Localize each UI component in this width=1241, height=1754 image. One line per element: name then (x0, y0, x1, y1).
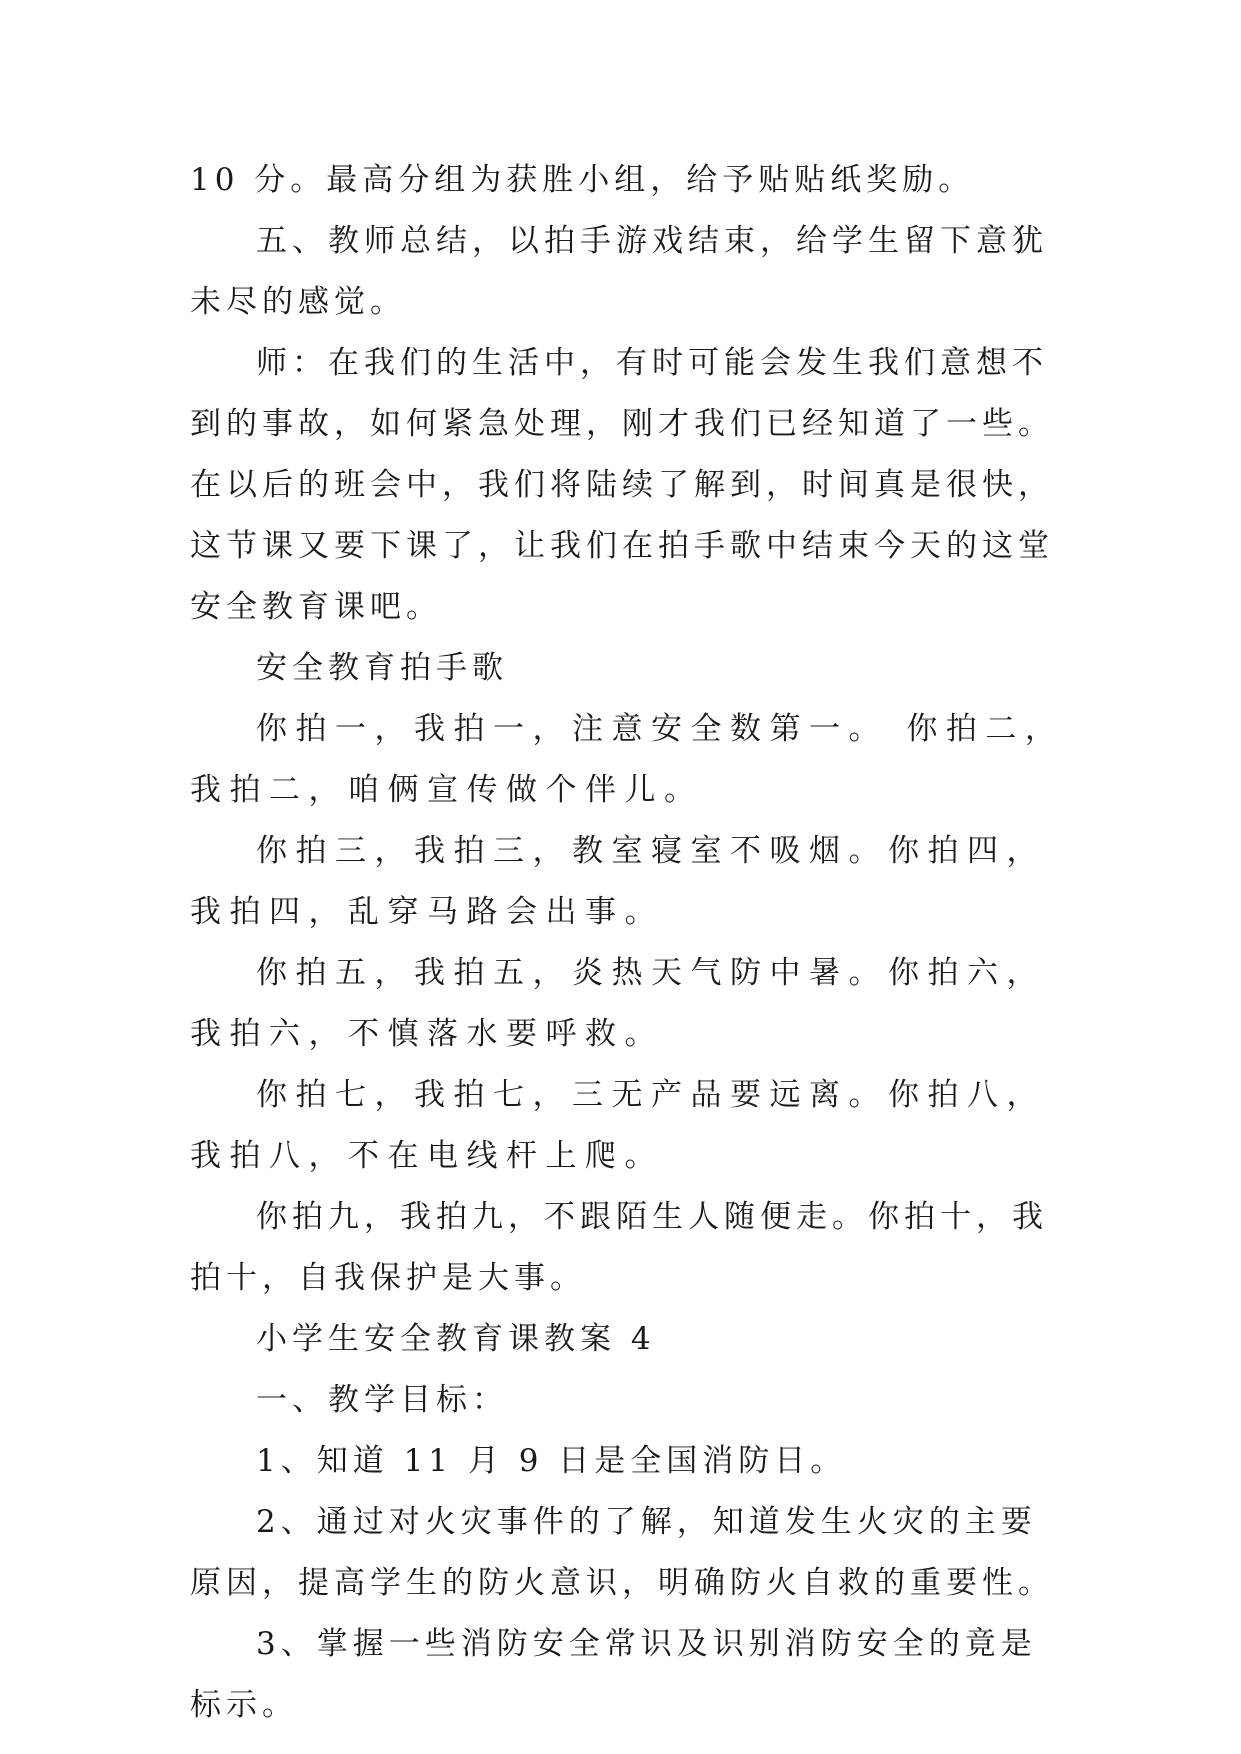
paragraph-2: 五、教师总结，以拍手游戏结束，给学生留下意犹未尽的感觉。 (190, 223, 1048, 320)
song-verse-2: 你拍三，我拍三，教室寝室不吸烟。你拍四，我拍四，乱穿马路会出事。 (190, 833, 1046, 930)
paragraph-1: 10 分。最高分组为获胜小组，给予贴贴纸奖励。 (190, 162, 975, 198)
goal-item-3: 3、掌握一些消防安全常识及识别消防安全的竟是标示。 (190, 1626, 1037, 1723)
goal-item-2: 2、通过对火灾事件的了解，知道发生火灾的主要原因，提高学生的防火意识，明确防火自救的重要性。 (190, 1504, 1054, 1601)
song-verse-3: 你拍五，我拍五，炎热天气防中暑。你拍六，我拍六，不慎落水要呼救。 (190, 955, 1046, 1052)
section-heading-goals: 一、教学目标： (256, 1382, 508, 1418)
section-heading-song: 安全教育拍手歌 (256, 650, 508, 686)
document-page (190, 150, 1070, 1736)
paragraph-3: 师：在我们的生活中，有时可能会发生我们意想不到的事故，如何紧急处理，刚才我们已经知道了一些。在以后的班会中，我们将陆续了解到，时间真是很快，这节课又要下课了，让我们在拍手歌中结束今天的这堂安全教育课吧。 (190, 345, 1054, 625)
lesson-plan-title: 小学生安全教育课教案 4 (256, 1321, 656, 1357)
goal-item-1: 1、知道 11 月 9 日是全国消防日。 (256, 1443, 847, 1479)
song-verse-1: 你拍一，我拍一，注意安全数第一。 你拍二，我拍二，咱俩宣传做个伴儿。 (190, 711, 1065, 808)
song-verse-4: 你拍七，我拍七，三无产品要远离。你拍八，我拍八，不在电线杆上爬。 (190, 1077, 1046, 1174)
song-verse-5: 你拍九，我拍九，不跟陌生人随便走。你拍十，我拍十，自我保护是大事。 (190, 1199, 1048, 1296)
